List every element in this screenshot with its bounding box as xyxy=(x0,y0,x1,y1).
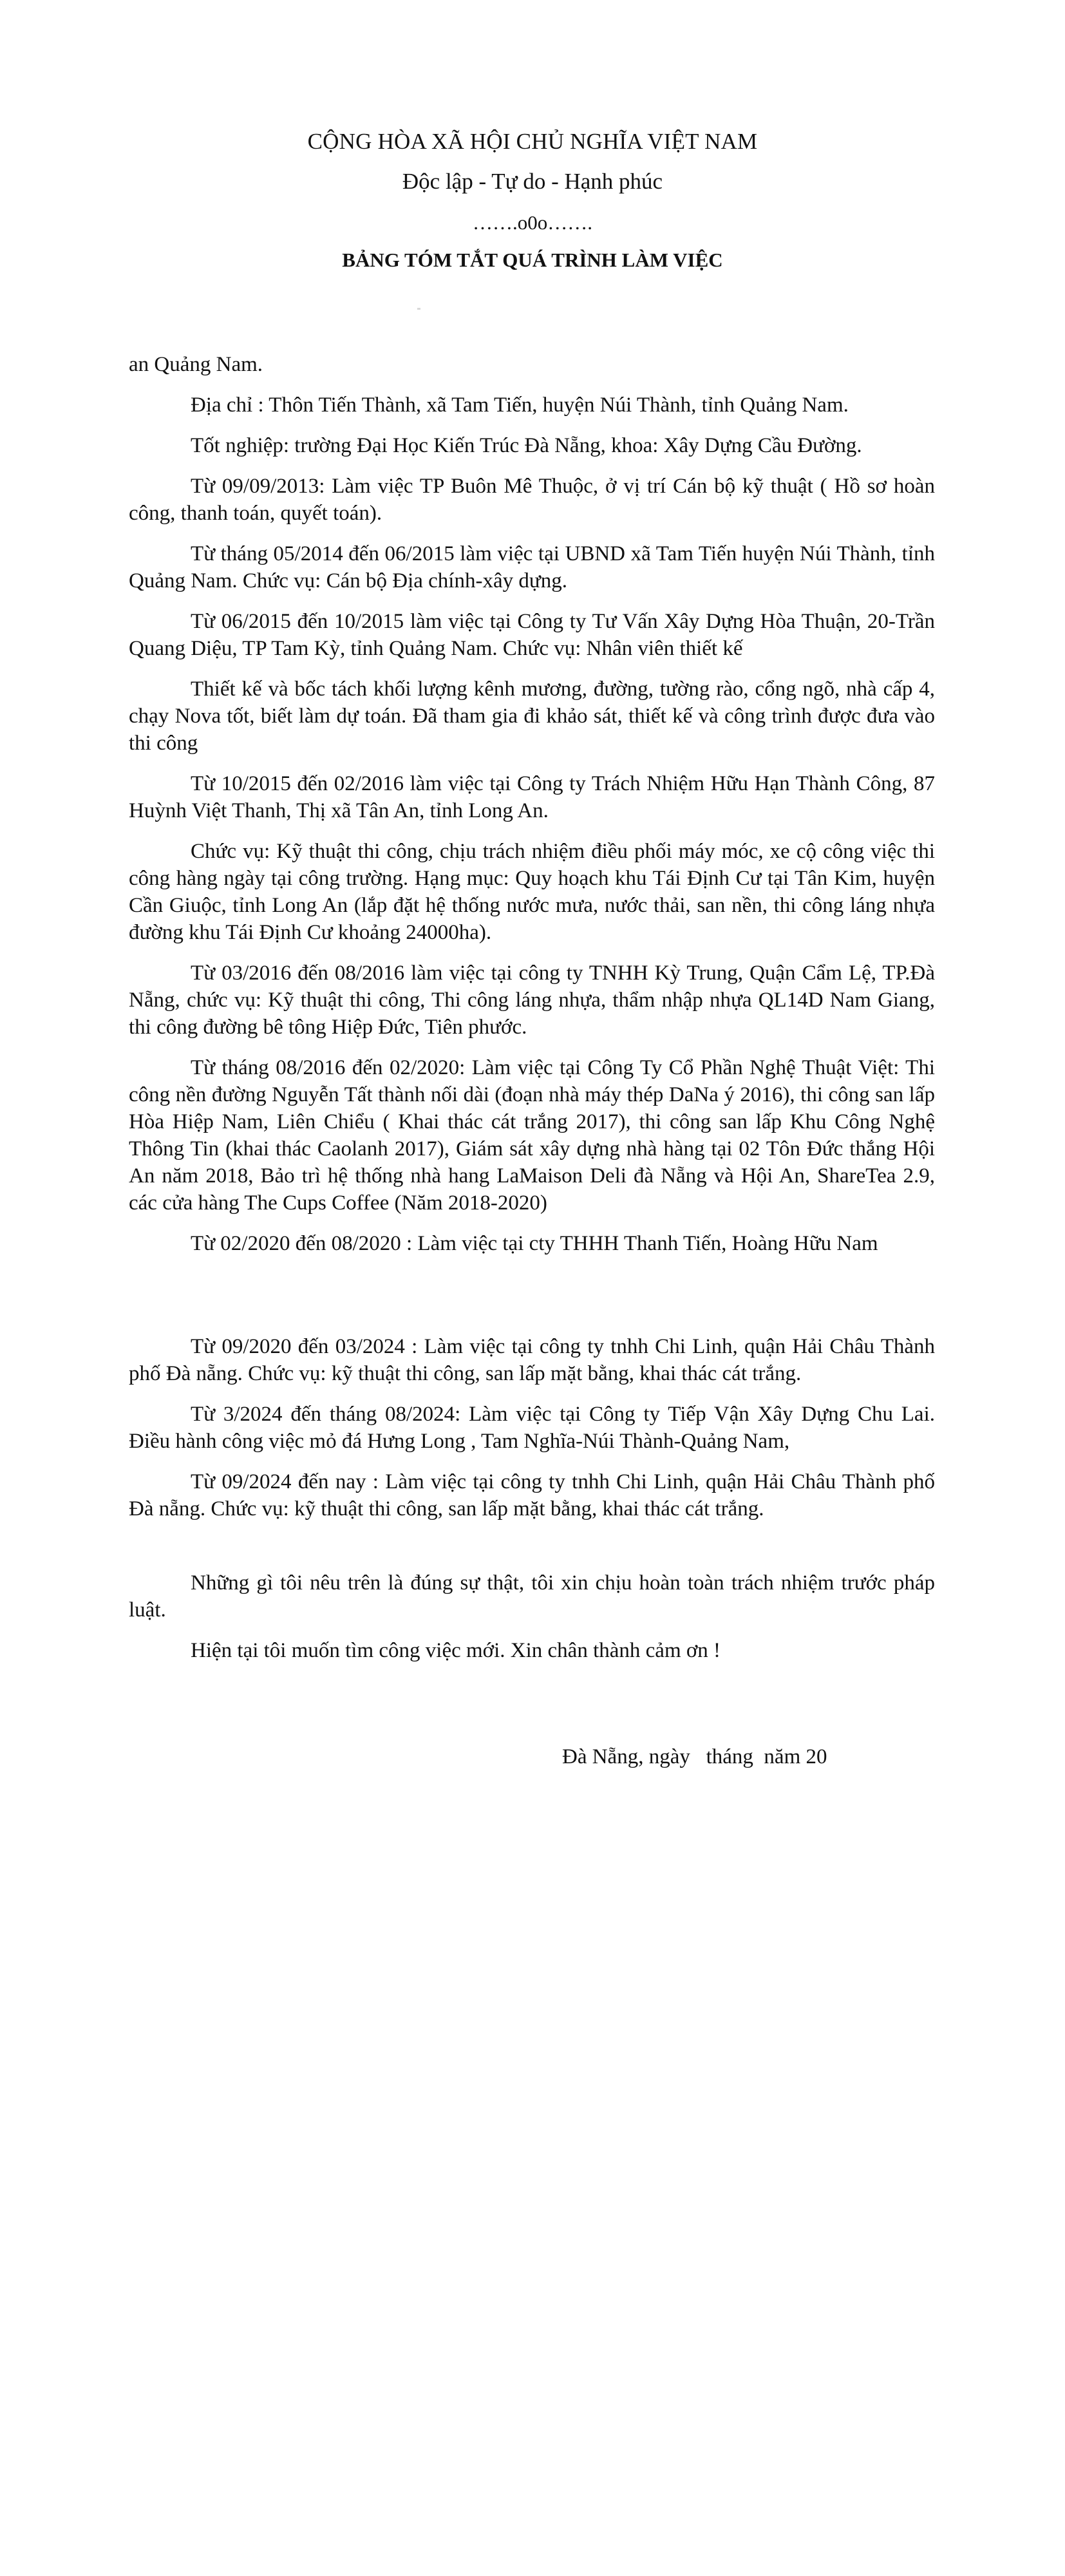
signature-place-date: Đà Nẵng, ngày tháng năm 20 xyxy=(562,1745,827,1768)
scan-speck xyxy=(417,308,420,310)
paragraph-education: Tốt nghiệp: trường Đại Học Kiến Trúc Đà Nẵng, khoa: Xây Dựng Cầu Đường. xyxy=(191,434,862,457)
paragraph-origin: an Quảng Nam. xyxy=(129,353,263,376)
paragraph-work-2016-2020: Từ tháng 08/2016 đến 02/2020: Làm việc tại Công Ty Cổ Phần Nghệ Thuật Việt: Thi công nền đường Nguyễn Tất thành nối dài (đoạn nhà máy thép DaNa ý 2016), thi công san lấp Hòa Hiệp Nam, Liên Chiểu ( Khai thác cát trắng 2017), thi công san lấp Khu Công Nghệ Thông Tin (khai thác Caolanh 2017), Giám sát xây dựng nhà hàng tại 02 Tôn Đức thắng Hội An năm 2018, Bảo trì hệ thống nhà hang LaMaison Deli đà Nẵng và Hội An, ShareTea 2.9, các cửa hàng The Cups Coffee (Năm 2018-2020) xyxy=(129,1056,935,1215)
document-body xyxy=(129,351,935,1678)
paragraph-work-2016: Từ 03/2016 đến 08/2016 làm việc tại công ty TNHH Kỳ Trung, Quận Cẩm Lệ, TP.Đà Nẵng, chức vụ: Kỹ thuật thi công, Thi công láng nhựa, thẩm nhập nhựa QL14D Nam Giang, thi công đường bê tông Hiệp Đức, Tiên phước. xyxy=(129,961,935,1039)
paragraph-design-skills: Thiết kế và bốc tách khối lượng kênh mương, đường, tường rào, cổng ngõ, nhà cấp 4, chạy Nova tốt, biết làm dự toán. Đã tham gia đi khảo sát, thiết kế và công trình được đưa vào thi công xyxy=(129,677,935,755)
paragraph-work-2015-2016: Từ 10/2015 đến 02/2016 làm việc tại Công ty Trách Nhiệm Hữu Hạn Thành Công, 87 Huỳnh Việt Thanh, Thị xã Tân An, tỉnh Long An. xyxy=(129,772,935,822)
header-ornament: …….o0o……. xyxy=(473,211,592,234)
national-motto: Độc lập - Tự do - Hạnh phúc xyxy=(402,169,663,194)
paragraph-closing: Hiện tại tôi muốn tìm công việc mới. Xin chân thành cảm ơn ! xyxy=(191,1639,721,1662)
paragraph-work-2014: Từ tháng 05/2014 đến 06/2015 làm việc tại UBND xã Tam Tiến huyện Núi Thành, tỉnh Quảng Nam. Chức vụ: Cán bộ Địa chính-xây dựng. xyxy=(129,542,935,592)
paragraph-work-2015: Từ 06/2015 đến 10/2015 làm việc tại Công ty Tư Vấn Xây Dựng Hòa Thuận, 20-Trần Quang Diệu, TP Tam Kỳ, tỉnh Quảng Nam. Chức vụ: Nhân viên thiết kế xyxy=(129,610,935,660)
paragraph-address: Địa chỉ : Thôn Tiến Thành, xã Tam Tiến, huyện Núi Thành, tỉnh Quảng Nam. xyxy=(191,393,849,417)
paragraph-role-long-an: Chức vụ: Kỹ thuật thi công, chịu trách nhiệm điều phối máy móc, xe cộ công việc thi công hàng ngày tại công trường. Hạng mục: Quy hoạch khu Tái Định Cư tại Tân Kim, huyện Cần Giuộc, tỉnh Long An (lắp đặt hệ thống nước mưa, nước thải, san nền, thi công láng nhựa đường khu Tái Định Cư khoảng 24000ha). xyxy=(129,840,935,944)
paragraph-work-2013: Từ 09/09/2013: Làm việc TP Buôn Mê Thuộc, ở vị trí Cán bộ kỹ thuật ( Hồ sơ hoàn công, thanh toán, quyết toán). xyxy=(129,475,935,525)
paragraph-work-2020-2024: Từ 09/2020 đến 03/2024 : Làm việc tại công ty tnhh Chi Linh, quận Hải Châu Thành phố Đà nẵng. Chức vụ: kỹ thuật thi công, san lấp mặt bằng, khai thác cát trắng. xyxy=(129,1335,935,1385)
page-gap xyxy=(129,1264,935,1333)
paragraph-work-2020-truncated: Từ 02/2020 đến 08/2020 : Làm việc tại cty THHH Thanh Tiến, Hoàng Hữu Nam xyxy=(191,1232,878,1255)
national-header: CỘNG HÒA XÃ HỘI CHỦ NGHĨA VIỆT NAM xyxy=(307,129,758,154)
paragraph-work-current: Từ 09/2024 đến nay : Làm việc tại công ty tnhh Chi Linh, quận Hải Châu Thành phố Đà nẵng. Chức vụ: kỹ thuật thi công, san lấp mặt bằng, khai thác cát trắng. xyxy=(129,1470,935,1520)
closing-gap xyxy=(129,1536,935,1569)
paragraph-work-2024: Từ 3/2024 đến tháng 08/2024: Làm việc tại Công ty Tiếp Vận Xây Dựng Chu Lai. Điều hành công việc mỏ đá Hưng Long , Tam Nghĩa-Núi Thành-Quảng Nam, xyxy=(129,1403,935,1453)
paragraph-declaration: Những gì tôi nêu trên là đúng sự thật, tôi xin chịu hoàn toàn trách nhiệm trước pháp luật. xyxy=(129,1571,935,1622)
document-title: BẢNG TÓM TẮT QUÁ TRÌNH LÀM VIỆC xyxy=(342,249,723,271)
